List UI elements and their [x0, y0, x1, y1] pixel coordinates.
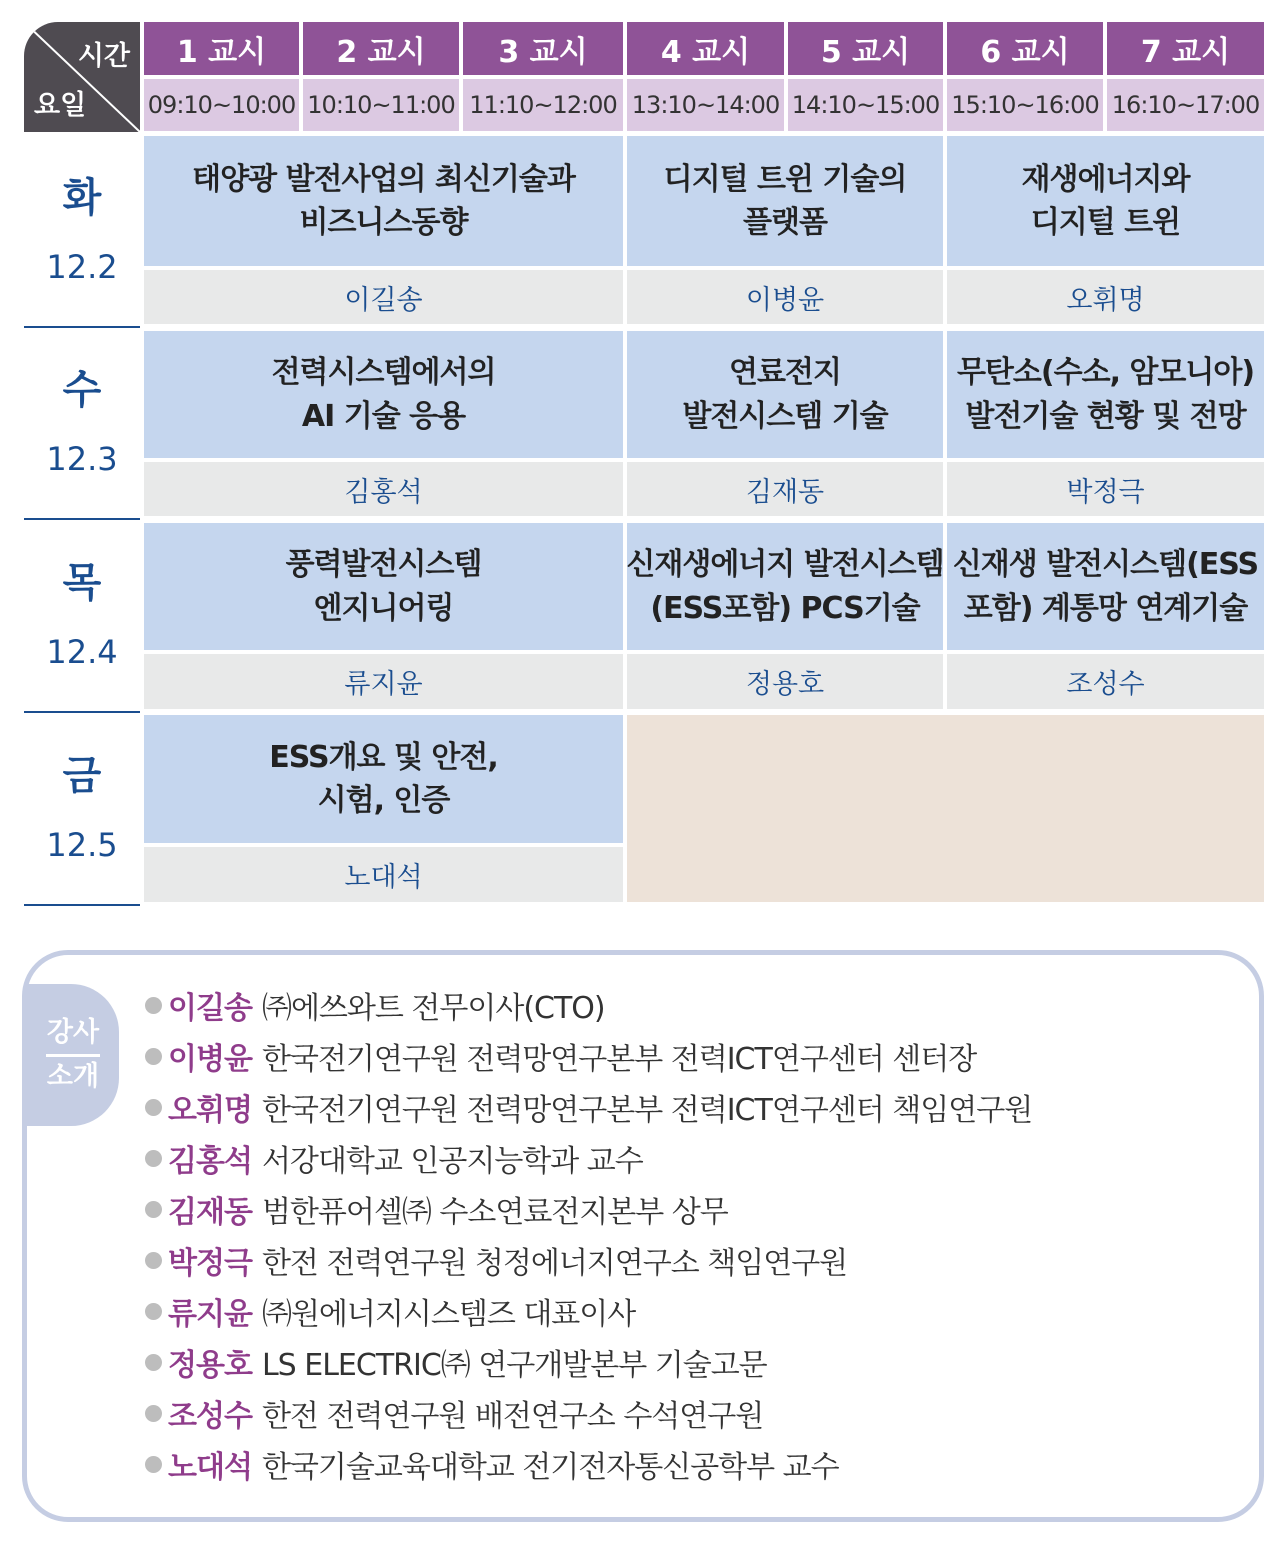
lecturer-cell: 김홍석 [144, 462, 623, 516]
speaker-item [145, 1439, 839, 1489]
course-title-line: 플랫폼 [743, 205, 827, 240]
period-header-4: 4 교시 [627, 22, 784, 75]
course-cell [144, 136, 623, 266]
day-label-wed [24, 328, 140, 520]
day-date: 12.5 [46, 825, 118, 864]
bullet-icon [145, 1354, 162, 1371]
speaker-affiliation: 한국기술교육대학교 전기전자통신공학부 교수 [261, 1450, 839, 1485]
period-time-7: 16:10~17:00 [1107, 79, 1264, 131]
speaker-intro-badge [27, 984, 119, 1126]
day-label: 요일 [34, 90, 87, 121]
period-time-2: 10:10~11:00 [303, 79, 459, 131]
header-corner [24, 22, 140, 132]
lecturer-cell: 정용호 [627, 654, 943, 709]
speaker-name: 이길송 [168, 991, 252, 1026]
badge-bottom-text: 소개 [46, 1060, 100, 1092]
speaker-name: 류지윤 [168, 1297, 252, 1332]
bullet-icon [145, 1252, 162, 1269]
day-date: 12.4 [46, 632, 118, 671]
course-cell [947, 136, 1264, 266]
bullet-icon [145, 997, 162, 1014]
speaker-affiliation: 한전 전력연구원 배전연구소 수석연구원 [261, 1399, 764, 1434]
course-cell [144, 715, 623, 843]
day-date: 12.2 [46, 248, 118, 286]
speaker-name: 정용호 [168, 1348, 252, 1383]
course-title-line: 발전기술 현황 및 전망 [965, 398, 1246, 434]
course-title-line: 전력시스템에서의 [271, 355, 496, 390]
empty-block [627, 715, 1264, 902]
lecturer-cell: 노대석 [144, 847, 623, 902]
course-title-line: 포함) 계통망 연계기술 [963, 590, 1248, 626]
lecturer-cell: 이병윤 [627, 270, 943, 324]
course-title-line: 디지털 트윈 [1030, 205, 1181, 240]
course-title-line: 발전시스템 기술 [682, 398, 888, 434]
speaker-name: 조성수 [168, 1399, 252, 1434]
speaker-affiliation: 한전 전력연구원 청정에너지연구소 책임연구원 [261, 1246, 848, 1281]
bullet-icon [145, 1048, 162, 1065]
bullet-icon [145, 1405, 162, 1422]
period-header-2: 2 교시 [303, 22, 459, 75]
speaker-affiliation: 한국전기연구원 전력망연구본부 전력ICT연구센터 책임연구원 [261, 1093, 1033, 1128]
speaker-name: 노대석 [168, 1450, 252, 1485]
speaker-affiliation: 한국전기연구원 전력망연구본부 전력ICT연구센터 센터장 [261, 1042, 977, 1077]
day-name: 화 [62, 175, 102, 221]
course-cell [627, 331, 943, 458]
speaker-item [145, 1388, 763, 1438]
course-title-line: AI 기술 응용 [301, 398, 466, 434]
speaker-name: 이병윤 [168, 1042, 252, 1077]
speaker-item [145, 1133, 643, 1183]
day-date: 12.3 [46, 440, 118, 478]
period-header-1: 1 교시 [144, 22, 299, 75]
course-title-line: 풍력발전시스템 [285, 547, 482, 582]
speaker-affiliation: LS ELECTRIC㈜ 연구개발본부 기술고문 [261, 1348, 767, 1383]
lecturer-cell: 오휘명 [947, 270, 1264, 324]
period-time-6: 15:10~16:00 [947, 79, 1103, 131]
time-label: 시간 [77, 41, 130, 72]
period-header-6: 6 교시 [947, 22, 1103, 75]
speaker-name: 김홍석 [168, 1144, 252, 1179]
speaker-name: 박정극 [168, 1246, 252, 1281]
course-title-line: 신재생 발전시스템(ESS [952, 547, 1259, 582]
period-time-4: 13:10~14:00 [627, 79, 784, 131]
course-cell [947, 331, 1264, 458]
day-label-tue [24, 136, 140, 328]
lecturer-cell: 이길송 [144, 270, 623, 324]
period-time-3: 11:10~12:00 [463, 79, 623, 131]
course-title-line: ESS개요 및 안전, [269, 739, 498, 775]
course-title-line: 재생에너지와 [1021, 161, 1190, 197]
period-time-5: 14:10~15:00 [788, 79, 943, 131]
period-time-1: 09:10~10:00 [144, 79, 299, 131]
lecturer-cell: 류지윤 [144, 654, 623, 709]
day-name: 목 [62, 559, 102, 606]
course-cell [144, 331, 623, 458]
speaker-affiliation: ㈜에쓰와트 전무이사(CTO) [261, 991, 605, 1026]
period-header-3: 3 교시 [463, 22, 623, 75]
badge-divider [46, 1054, 100, 1057]
lecturer-cell: 박정극 [947, 462, 1264, 516]
course-title-line: 비즈니스동향 [299, 205, 468, 240]
speaker-item [145, 1286, 635, 1336]
period-header-5: 5 교시 [788, 22, 943, 75]
bullet-icon [145, 1150, 162, 1167]
course-cell [627, 523, 943, 650]
speaker-item [145, 1031, 976, 1081]
day-name: 금 [62, 752, 102, 799]
speaker-item [145, 980, 605, 1030]
course-title-line: 신재생에너지 발전시스템 [626, 547, 944, 582]
speaker-name: 오휘명 [168, 1093, 252, 1128]
bullet-icon [145, 1303, 162, 1320]
lecturer-cell: 조성수 [947, 654, 1264, 709]
course-title-line: 시험, 인증 [317, 783, 450, 818]
course-title-line: 엔지니어링 [313, 590, 454, 626]
course-title-line: 연료전지 [729, 355, 841, 390]
course-cell [947, 523, 1264, 650]
day-label-fri [24, 713, 140, 906]
course-title-line: 태양광 발전사업의 최신기술과 [192, 161, 575, 197]
speaker-affiliation: ㈜원에너지시스템즈 대표이사 [261, 1297, 636, 1332]
speaker-item [145, 1082, 1032, 1132]
course-title-line: 무탄소(수소, 암모니아) [956, 355, 1255, 390]
course-title-line: (ESS포함) PCS기술 [650, 590, 920, 626]
speaker-item [145, 1235, 847, 1285]
bullet-icon [145, 1201, 162, 1218]
badge-top-text: 강사 [46, 1017, 100, 1049]
speaker-affiliation: 서강대학교 인공지능학과 교수 [261, 1144, 643, 1179]
bullet-icon [145, 1099, 162, 1116]
bullet-icon [145, 1456, 162, 1473]
speaker-item [145, 1184, 728, 1234]
day-label-thu [24, 520, 140, 713]
day-name: 수 [62, 367, 102, 413]
course-cell [144, 523, 623, 650]
course-cell [627, 136, 943, 266]
lecturer-cell: 김재동 [627, 462, 943, 516]
speaker-name: 김재동 [168, 1195, 252, 1230]
course-title-line: 디지털 트윈 기술의 [663, 161, 907, 197]
period-header-7: 7 교시 [1107, 22, 1264, 75]
speaker-item [145, 1337, 767, 1387]
speaker-affiliation: 범한퓨어셀㈜ 수소연료전지본부 상무 [261, 1195, 728, 1230]
